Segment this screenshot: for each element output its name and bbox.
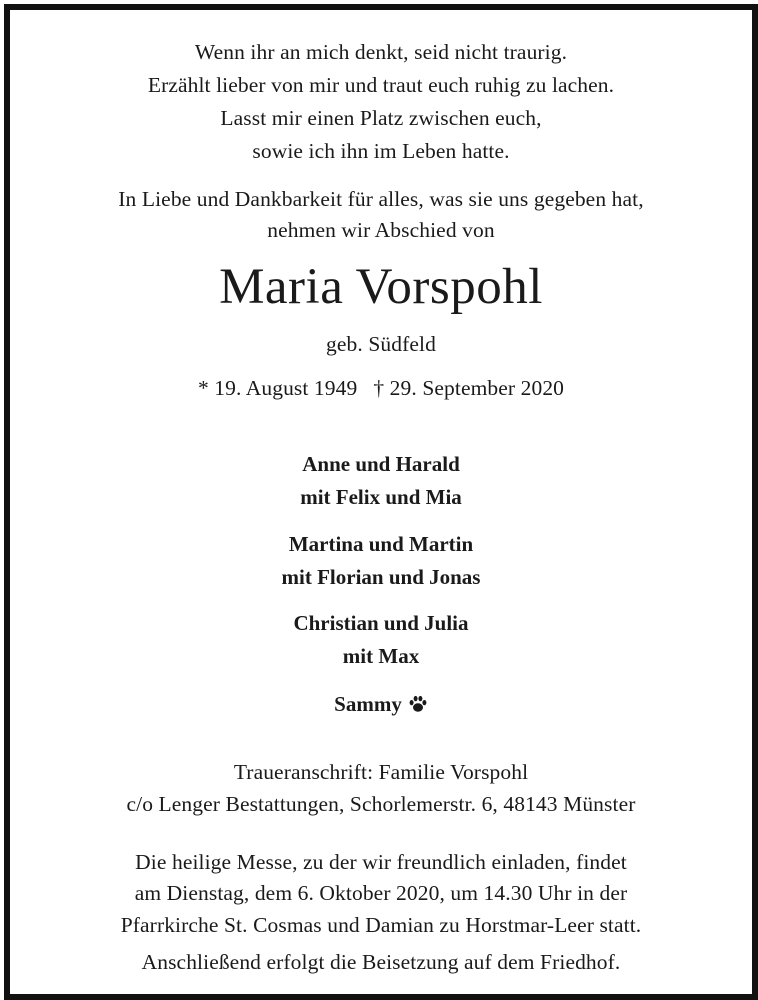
mass-line-2: am Dienstag, dem 6. Oktober 2020, um 14.30 Uhr in der [134,881,628,905]
birth-name: geb. Südfeld [326,332,436,356]
pet-name: Sammy [334,692,402,716]
mourner-2-line-2: mit Florian und Jonas [281,565,481,589]
deceased-name: Maria Vorspohl [219,259,543,315]
mourner-2-line-1: Martina und Martin [288,532,474,556]
poem-line-4: sowie ich ihn im Leben hatte. [252,139,510,163]
intro-line-1: In Liebe und Dankbarkeit für alles, was sie uns gegeben hat, [118,187,644,211]
life-dates [10,376,752,401]
death-date: † 29. September 2020 [373,376,565,400]
mourner-3-line-2: mit Max [342,644,420,668]
poem-line-2: Erzählt lieber von mir und traut euch ruhig zu lachen. [147,73,615,97]
birth-date: * 19. August 1949 [197,376,358,400]
mourner-1-line-1: Anne und Harald [302,452,460,476]
poem-line-3: Lasst mir einen Platz zwischen euch, [220,106,542,130]
paw-icon [408,694,428,720]
obituary-notice [4,4,758,1000]
address-line-2: c/o Lenger Bestattungen, Schorlemerstr. 6, 48143 Münster [126,792,636,816]
poem-line-1: Wenn ihr an mich denkt, seid nicht traurig. [194,40,568,64]
mass-line-3: Pfarrkirche St. Cosmas und Damian zu Horstmar-Leer statt. [120,913,642,937]
address-line-1: Traueranschrift: Familie Vorspohl [233,760,529,784]
intro-line-2: nehmen wir Abschied von [267,218,495,242]
mourner-3-line-1: Christian und Julia [293,611,469,635]
mourner-1-line-2: mit Felix und Mia [300,485,462,509]
burial-line: Anschließend erfolgt die Beisetzung auf dem Friedhof. [141,950,621,974]
pet-line [10,692,752,720]
mass-line-1: Die heilige Messe, zu der wir freundlich einladen, findet [135,850,627,874]
